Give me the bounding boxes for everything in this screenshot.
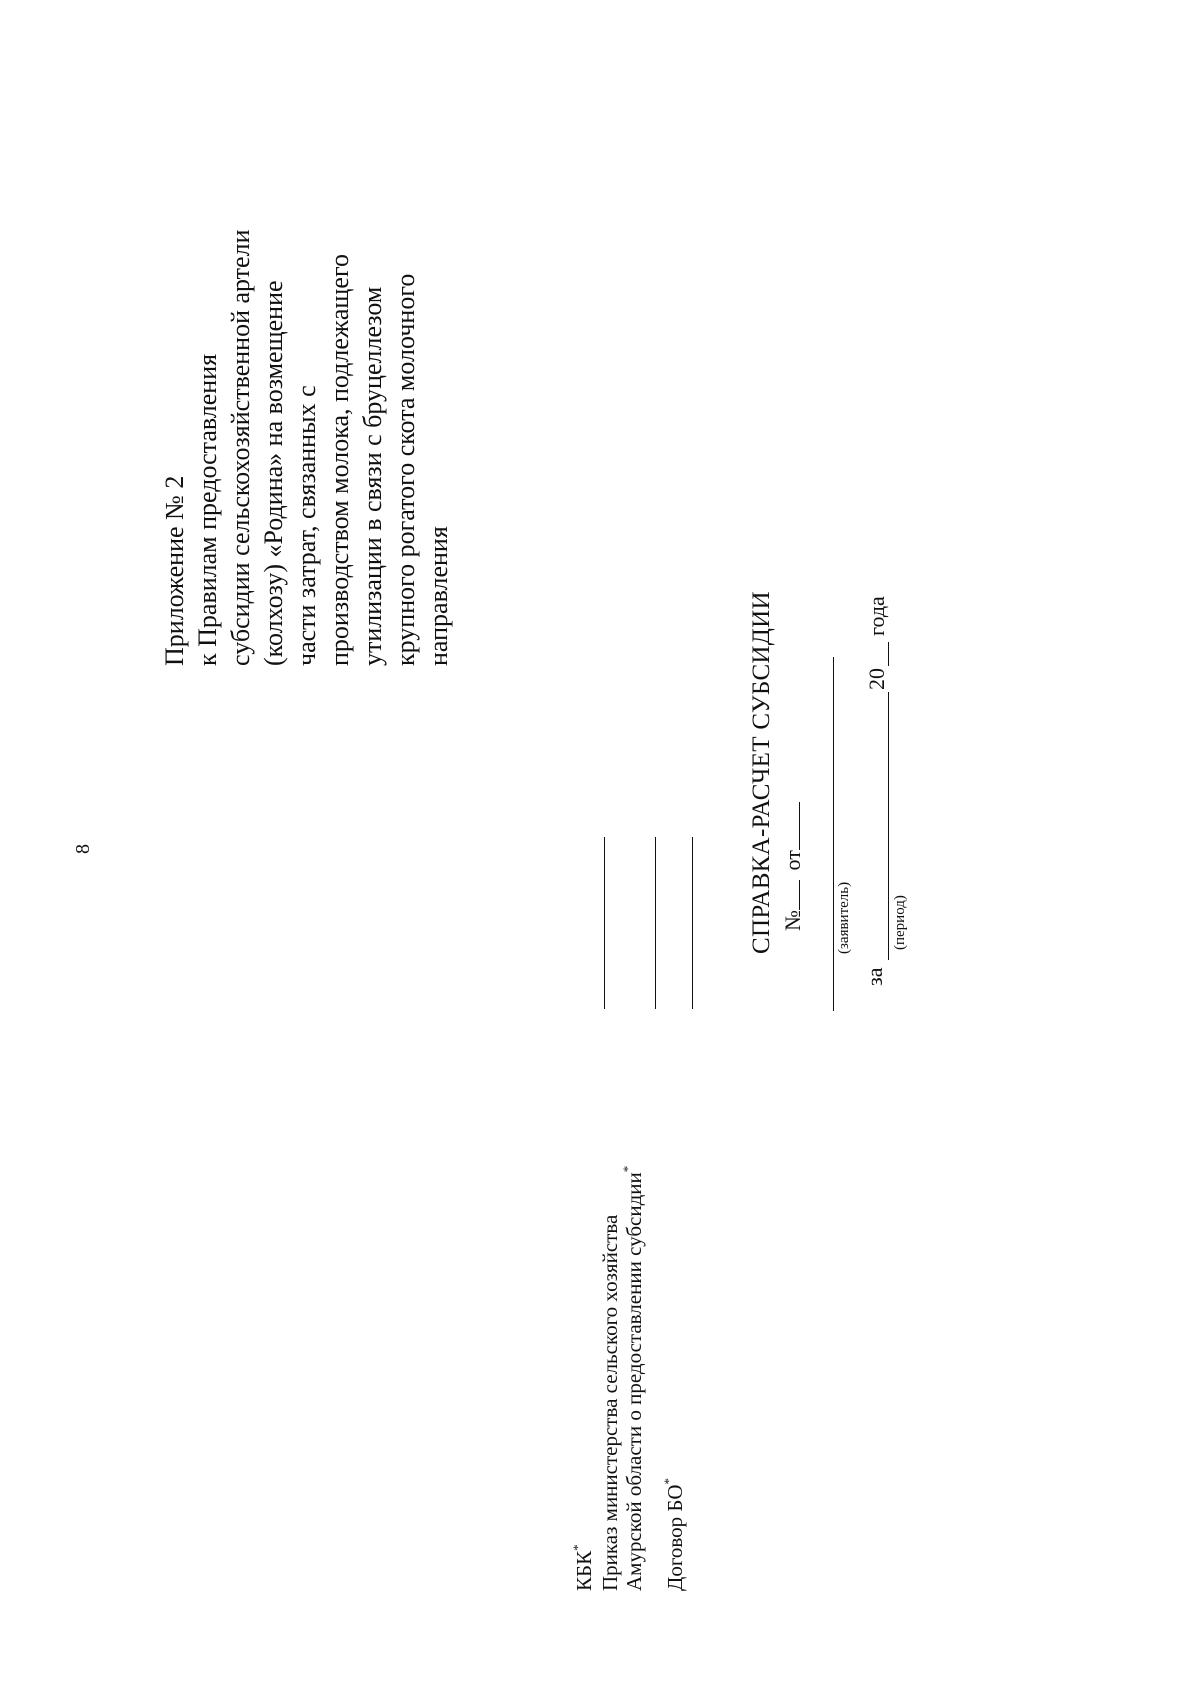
order-field-line[interactable] [655, 837, 656, 1009]
appendix-header [158, 230, 455, 666]
appendix-line: направления [424, 526, 453, 666]
kbk-label: КБК* [570, 1544, 596, 1591]
appendix-line: крупного рогатого скота молочного [391, 273, 420, 666]
order-label-line1: Приказ министерства сельского хозяйства [598, 1214, 622, 1591]
for-label: за [862, 967, 887, 986]
period-field-line[interactable] [888, 692, 889, 960]
asterisk: * [570, 1544, 585, 1551]
applicant-caption: (заявитель) [836, 881, 852, 954]
date-field[interactable] [781, 802, 800, 850]
page-number: 8 [72, 844, 94, 854]
form-title: СПРАВКА-РАСЧЕТ СУБСИДИИ [748, 591, 775, 954]
appendix-line: к Правилам предоставления [193, 353, 222, 666]
contract-field-line[interactable] [692, 837, 693, 1009]
year-suffix: года [864, 596, 889, 636]
applicant-field-line[interactable] [833, 657, 834, 1011]
appendix-line: субсидии сельскохозяйственной артели [226, 229, 255, 666]
number-label: № [780, 910, 805, 931]
from-label: от [780, 850, 805, 871]
kbk-field-line[interactable] [604, 837, 605, 1009]
order-label-line2: Амурской области о предоставлении субсидии* [620, 1165, 646, 1591]
appendix-line: части затрат, связанных с [292, 385, 321, 666]
contract-label: Договор БО* [661, 1477, 687, 1591]
appendix-line: Приложение № 2 [160, 475, 189, 666]
asterisk: * [620, 1165, 635, 1173]
asterisk: * [661, 1477, 676, 1485]
number-date-row [780, 802, 806, 931]
year-field-line[interactable] [888, 642, 889, 666]
period-caption: (период) [892, 895, 908, 950]
appendix-line: производством молока, подлежащего [325, 254, 354, 666]
number-field[interactable] [781, 880, 800, 910]
appendix-line: (колхозу) «Родина» на возмещение [259, 280, 288, 666]
year-prefix: 20 [864, 668, 889, 690]
appendix-line: утилизации в связи с бруцеллезом [358, 286, 387, 666]
